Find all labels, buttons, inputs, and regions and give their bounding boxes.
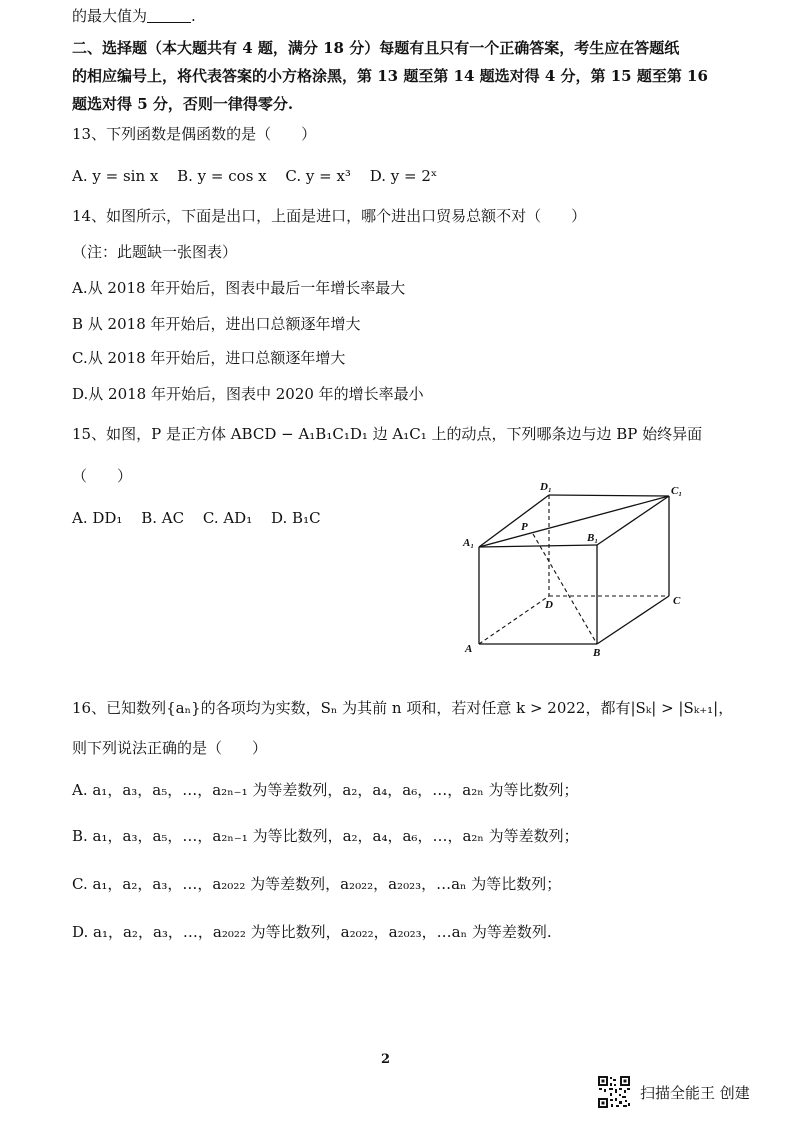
label-d1: D₁ xyxy=(540,481,552,493)
top-fragment xyxy=(72,6,196,26)
top-fragment-end: . xyxy=(191,7,196,25)
label-a: A xyxy=(465,643,473,655)
q13-option-b: B. y = cos x xyxy=(177,167,267,185)
q14-option-c: C.从 2018 年开始后，进口总额逐年增大 xyxy=(72,349,346,367)
q15-options xyxy=(72,508,335,528)
scanner-watermark: 扫描全能王 创建 xyxy=(640,1084,750,1102)
q16-stem: 16、已知数列{aₙ}的各项均为实数，Sₙ 为其前 n 项和，若对任意 k > 2022，都有|Sₖ| > |Sₖ₊₁|， xyxy=(72,699,734,717)
edge-a-d xyxy=(479,596,549,644)
edge-b1-c1 xyxy=(597,496,669,545)
section2-line1: 二、选择题（本大题共有 4 题，满分 18 分）每题有且只有一个正确答案，考生应在答题纸 xyxy=(72,39,680,57)
q14-option-a: A.从 2018 年开始后，图表中最后一年增长率最大 xyxy=(72,279,406,297)
q16-option-a: A. a₁，a₃，a₅，…，a₂ₙ₋₁ 为等差数列，a₂，a₄，a₆，…，a₂ₙ 为等比数列； xyxy=(72,781,579,799)
q15-paren: （ ） xyxy=(72,467,133,485)
q16-stem2: 则下列说法正确的是（ ） xyxy=(72,739,268,757)
q15-stem: 15、如图，P 是正方体 ABCD − A₁B₁C₁D₁ 边 A₁C₁ 上的动点，下列哪条边与边 BP 始终异面 xyxy=(72,425,703,443)
q15-option-b: B. AC xyxy=(141,509,185,527)
q16-option-b: B. a₁，a₃，a₅，…，a₂ₙ₋₁ 为等比数列，a₂，a₄，a₆，…，a₂ₙ 为等差数列； xyxy=(72,827,579,845)
q15-option-c: C. AD₁ xyxy=(202,509,253,527)
q14-note: （注：此题缺一张图表） xyxy=(72,243,238,261)
cube-figure xyxy=(455,478,695,660)
edge-d1-c1 xyxy=(549,495,669,496)
q15-option-d: D. B₁C xyxy=(271,509,321,527)
top-fragment-text: 的最大值为 xyxy=(72,7,148,25)
q13-option-d: D. y = 2ˣ xyxy=(369,167,438,185)
q16-option-d: D. a₁，a₂，a₃，…，a₂₀₂₂ 为等比数列，a₂₀₂₂，a₂₀₂₃，…aₙ 为等差数列. xyxy=(72,923,552,941)
label-b1: B₁ xyxy=(587,532,599,544)
q15-option-a: A. DD₁ xyxy=(72,509,123,527)
q13-option-c: C. y = x³ xyxy=(285,167,351,185)
q13-option-a: A. y = sin x xyxy=(72,167,159,185)
label-b: B xyxy=(593,647,601,659)
section2-line3: 题选对得 5 分，否则一律得零分. xyxy=(72,95,294,113)
label-p: P xyxy=(521,521,528,533)
label-c1: C₁ xyxy=(671,485,683,497)
segment-p-b xyxy=(533,534,597,644)
edge-a1-c1 xyxy=(479,496,669,547)
edge-b-c xyxy=(597,596,669,644)
label-d: D xyxy=(545,599,553,611)
qr-code-icon xyxy=(597,1075,631,1109)
label-c: C xyxy=(673,595,681,607)
edge-b1-a1 xyxy=(479,545,597,547)
edge-a1-d1 xyxy=(479,495,549,547)
q14-stem: 14、如图所示，下面是出口，上面是进口，哪个进出口贸易总额不对（ ） xyxy=(72,207,587,225)
page-number: 2 xyxy=(381,1052,391,1067)
q14-option-d: D.从 2018 年开始后，图表中 2020 年的增长率最小 xyxy=(72,385,424,403)
section2-line2: 的相应编号上，将代表答案的小方格涂黑，第 13 题至第 14 题选对得 4 分，第 15 题至第 16 xyxy=(72,67,708,85)
q16-option-c: C. a₁，a₂，a₃，…，a₂₀₂₂ 为等差数列，a₂₀₂₂，a₂₀₂₃，…aₙ 为等比数列； xyxy=(72,875,562,893)
label-a1: A₁ xyxy=(463,537,475,549)
q13-options xyxy=(72,166,451,186)
answer-blank xyxy=(147,8,191,23)
q13-stem: 13、下列函数是偶函数的是（ ） xyxy=(72,125,317,143)
q14-option-b: B 从 2018 年开始后，进出口总额逐年增大 xyxy=(72,315,361,333)
